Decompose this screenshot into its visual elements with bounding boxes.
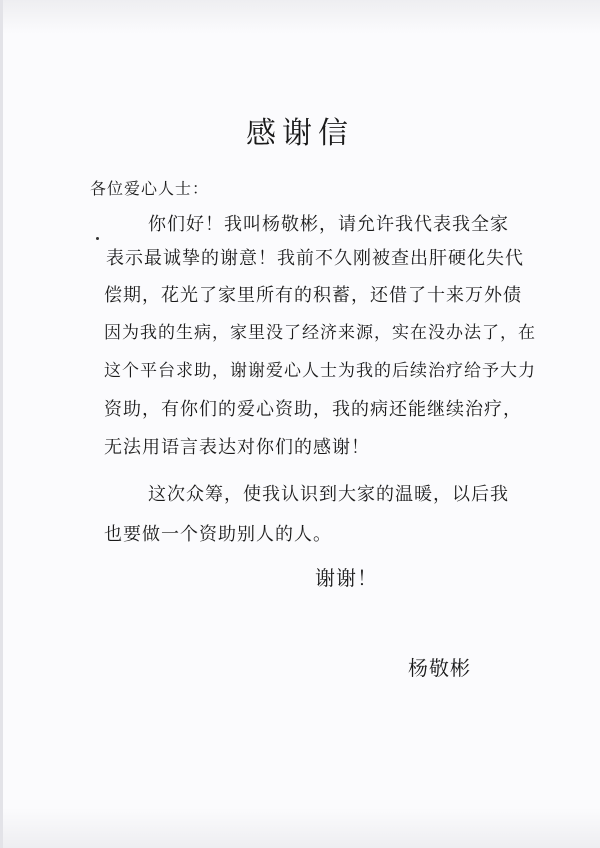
body-line-5: 这个平台求助，谢谢爱心人士为我的后续治疗给予大力 bbox=[104, 361, 536, 381]
body-line-6: 资助，有你们的爱心资助，我的病还能继续治疗， bbox=[104, 399, 522, 420]
scan-shadow-top bbox=[0, 0, 600, 34]
body-line-9: 也要做一个资助别人的人。 bbox=[104, 524, 332, 545]
body-line-3: 偿期，花光了家里所有的积蓄，还借了十来万外债 bbox=[104, 285, 522, 306]
body-line-1: 你们好！我叫杨敬彬，请允许我代表我全家 bbox=[148, 214, 509, 235]
body-line-4: 因为我的生病，家里没了经济来源，实在没办法了，在 bbox=[104, 323, 536, 343]
signature: 杨敬彬 bbox=[408, 656, 471, 680]
closing-thanks: 谢谢！ bbox=[315, 566, 378, 590]
body-line-8: 这次众筹，使我认识到大家的温暖，以后我 bbox=[148, 484, 509, 505]
body-line-7: 无法用语言表达对你们的感谢！ bbox=[104, 437, 370, 458]
ink-dot bbox=[96, 237, 99, 240]
letter-title: 感谢信 bbox=[246, 116, 354, 151]
scan-shadow-bottom bbox=[0, 808, 600, 848]
salutation: 各位爱心人士： bbox=[90, 179, 210, 198]
body-line-2: 表示最诚挚的谢意！我前不久刚被查出肝硬化失代 bbox=[106, 248, 524, 269]
